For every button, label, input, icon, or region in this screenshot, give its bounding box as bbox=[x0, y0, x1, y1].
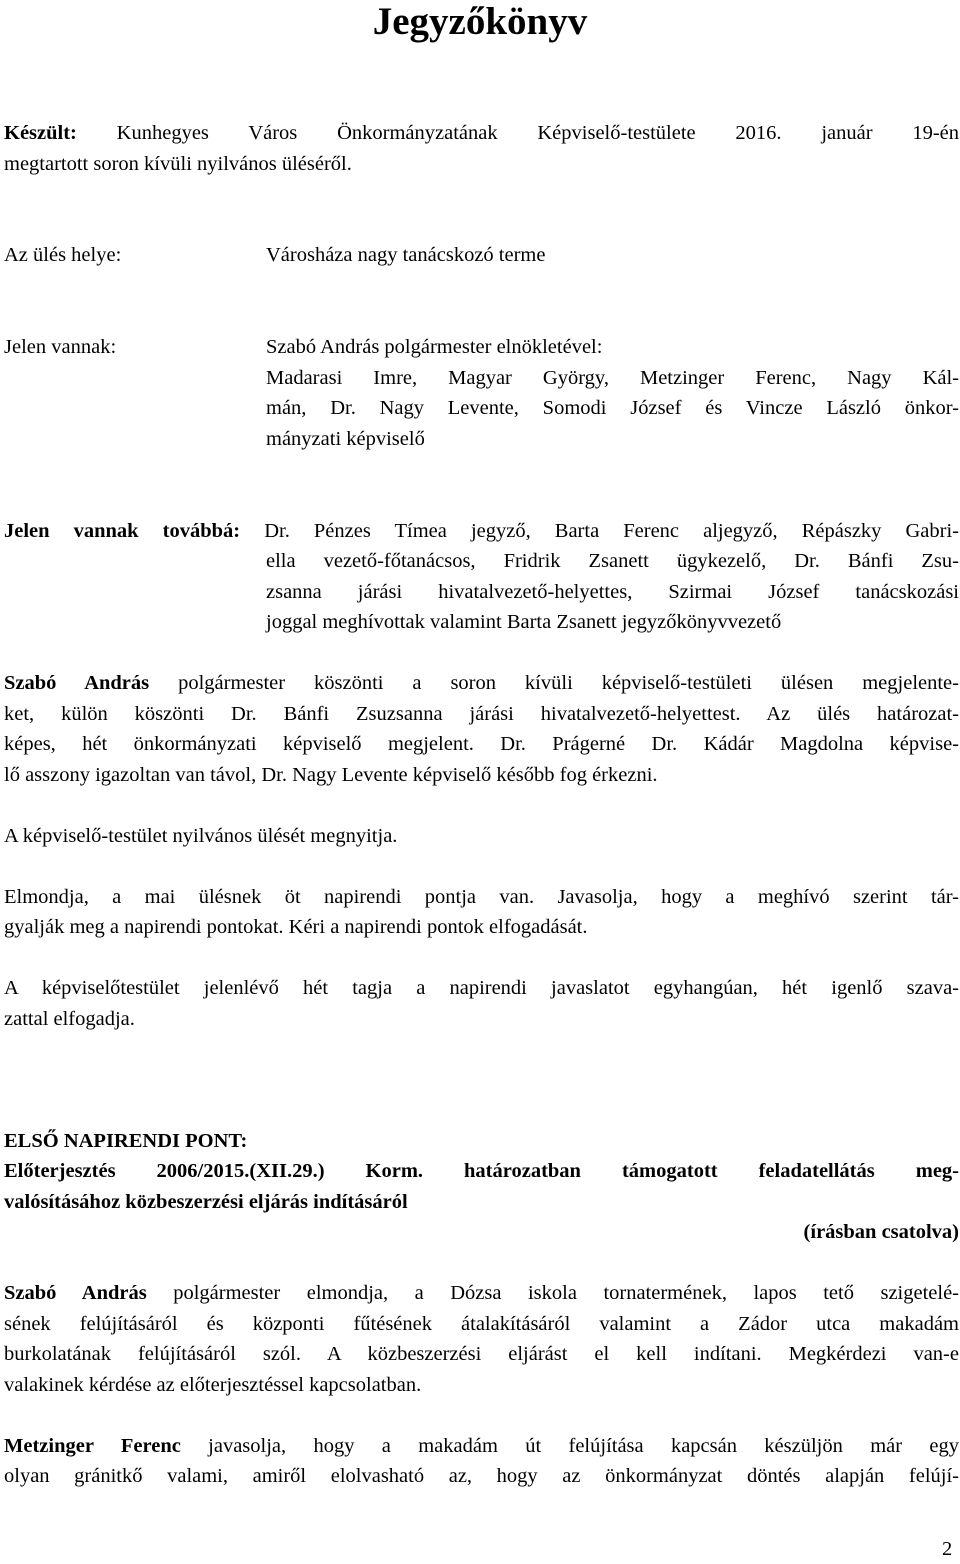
paragraph-text: javasolja, hogy a makadám út felújítása kapcsán készüljön már egy bbox=[180, 1435, 959, 1457]
present-label: Jelen vannak: bbox=[4, 336, 117, 358]
attached-note: (írásban csatolva) bbox=[803, 1221, 959, 1243]
paragraph-line bbox=[4, 671, 959, 695]
paragraph-line: képes, hét önkormányzati képviselő megjelent. Dr. Prágerné Dr. Kádár Magdolna képvise- bbox=[4, 733, 959, 755]
intro-text: Kunhegyes Város Önkormányzatának Képviselő-testülete 2016. január 19-én bbox=[116, 122, 960, 144]
agenda-heading: ELSŐ NAPIRENDI PONT: bbox=[4, 1130, 248, 1152]
also-present-text: Dr. Pénzes Tímea jegyző, Barta Ferenc aljegyző, Répászky Gabri- bbox=[264, 520, 959, 542]
paragraph-line: lő asszony igazoltan van távol, Dr. Nagy Levente képviselő később fog érkezni. bbox=[4, 764, 658, 786]
paragraph-line: A képviselőtestület jelenlévő hét tagja a napirendi javaslatot egyhangúan, hét igenlő szava- bbox=[4, 977, 959, 999]
venue-label: Az ülés helye: bbox=[4, 244, 122, 266]
paragraph-line bbox=[4, 1281, 959, 1305]
intro-line-1 bbox=[4, 121, 959, 145]
paragraph-line: ket, külön köszönti Dr. Bánfi Zsuzsanna járási hivatalvezető-helyettest. Az ülés határozat- bbox=[4, 703, 959, 725]
present-line: Szabó András polgármester elnökletével: bbox=[266, 336, 603, 358]
intro-label: Készült: bbox=[4, 122, 77, 144]
paragraph-line: A képviselő-testület nyilvános ülését megnyitja. bbox=[4, 825, 398, 847]
paragraph-line: gyalják meg a napirendi pontokat. Kéri a napirendi pontok elfogadását. bbox=[4, 916, 588, 938]
paragraph-line: valakinek kérdése az előterjesztéssel kapcsolatban. bbox=[4, 1374, 422, 1396]
intro-line-2: megtartott soron kívüli nyilvános üléséről. bbox=[4, 153, 352, 175]
also-present-line: ella vezető-főtanácsos, Fridrik Zsanett ügykezelő, Dr. Bánfi Zsu- bbox=[266, 550, 959, 572]
speaker-name: Metzinger Ferenc bbox=[4, 1435, 181, 1457]
paragraph-line: burkolatának felújításáról szól. A közbeszerzési eljárást el kell indítani. Megkérdezi van-e bbox=[4, 1343, 959, 1365]
paragraph-line: sének felújításáról és központi fűtésének átalakításáról valamint a Zádor utca makadám bbox=[4, 1313, 959, 1335]
agenda-title-line: Előterjesztés 2006/2015.(XII.29.) Korm. határozatban támogatott feladatellátás meg- bbox=[4, 1160, 959, 1182]
also-present-line: joggal meghívottak valamint Barta Zsanett jegyzőkönyvvezető bbox=[266, 611, 782, 633]
also-present-line: zsanna járási hivatalvezető-helyettes, Szirmai József tanácskozási bbox=[266, 581, 959, 603]
present-line: mányzati képviselő bbox=[266, 428, 425, 450]
agenda-title-line: valósításához közbeszerzési eljárás indításáról bbox=[4, 1191, 408, 1213]
paragraph-line bbox=[4, 1434, 959, 1458]
venue-value: Városháza nagy tanácskozó terme bbox=[266, 244, 546, 266]
paragraph-text: polgármester elmondja, a Dózsa iskola tornatermének, lapos tető szigetelé- bbox=[146, 1282, 959, 1304]
also-present-label: Jelen vannak továbbá: bbox=[4, 520, 241, 542]
paragraph-text: polgármester köszönti a soron kívüli képviselő-testületi ülésen megjelente- bbox=[149, 672, 959, 694]
present-line: mán, Dr. Nagy Levente, Somodi József és Vincze László önkor- bbox=[266, 397, 959, 419]
page-number: 2 bbox=[942, 1538, 953, 1560]
document-title: Jegyzőkönyv bbox=[372, 0, 588, 43]
speaker-name: Szabó András bbox=[4, 1282, 147, 1304]
paragraph-line: olyan gránitkő valami, amiről elolvasható az, hogy az önkormányzat döntés alapján felújí- bbox=[4, 1465, 959, 1487]
present-line: Madarasi Imre, Magyar György, Metzinger Ferenc, Nagy Kál- bbox=[266, 367, 959, 389]
paragraph-line: zattal elfogadja. bbox=[4, 1008, 135, 1030]
speaker-name: Szabó András bbox=[4, 672, 150, 694]
also-present-line-1 bbox=[4, 519, 959, 543]
paragraph-line: Elmondja, a mai ülésnek öt napirendi pontja van. Javasolja, hogy a meghívó szerint tár- bbox=[4, 886, 959, 908]
